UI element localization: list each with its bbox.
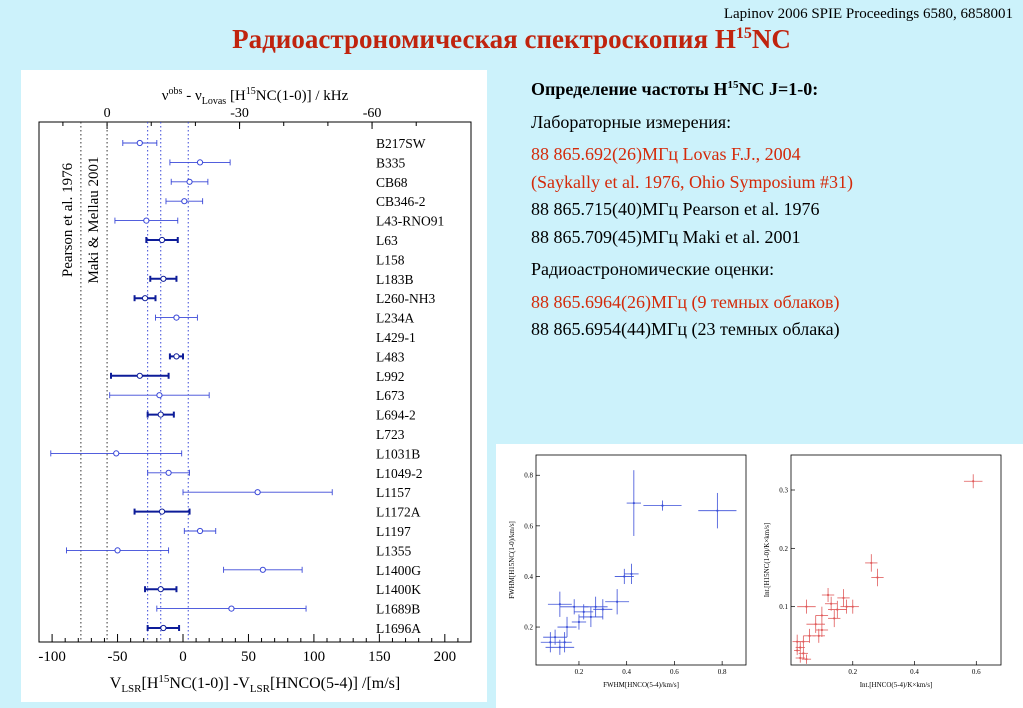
data-point bbox=[590, 616, 592, 618]
data-point bbox=[229, 606, 234, 611]
data-point bbox=[842, 597, 844, 599]
reference-line-label: Maki & Mellau 2001 bbox=[86, 156, 103, 284]
data-point bbox=[578, 621, 580, 623]
info-heading-pre: Определение частоты H bbox=[531, 79, 728, 99]
x-tick-label: 0.8 bbox=[717, 668, 727, 676]
source-label: B335 bbox=[376, 155, 406, 171]
x-axis-label-part: LSR bbox=[121, 683, 142, 695]
source-label: L234A bbox=[376, 310, 415, 326]
top-tick-label: 0 bbox=[103, 106, 111, 121]
source-label: L1049-2 bbox=[376, 465, 423, 481]
x-axis-label bbox=[110, 673, 400, 695]
data-point bbox=[549, 641, 551, 643]
data-point bbox=[602, 608, 604, 610]
astro-line: 88 865.6954(44)МГц (23 темных облака) bbox=[531, 319, 840, 339]
data-point bbox=[142, 296, 147, 301]
y-tick-label: 0.3 bbox=[779, 486, 788, 495]
data-point bbox=[633, 502, 635, 504]
data-point bbox=[630, 573, 632, 575]
data-point bbox=[137, 140, 142, 145]
top-axis-label-part: NC(1-0)] / kHz bbox=[255, 88, 349, 104]
correlation-panel bbox=[496, 444, 1023, 708]
data-point bbox=[144, 218, 149, 223]
y-axis-label: FWHM[H15NC(1-0)/km/s] bbox=[508, 521, 516, 599]
source-label: L673 bbox=[376, 388, 405, 404]
x-tick-label: 100 bbox=[302, 649, 326, 665]
data-point bbox=[808, 635, 810, 637]
top-axis-label bbox=[162, 86, 349, 107]
data-point bbox=[595, 606, 597, 608]
data-point bbox=[157, 393, 162, 398]
data-point bbox=[972, 480, 974, 482]
lab-line: 88 865.709(45)МГц Maki et al. 2001 bbox=[531, 226, 801, 247]
lab-line: (Saykally et al. 1976, Ohio Symposium #31) bbox=[531, 171, 853, 192]
top-axis-label-part: ν bbox=[161, 88, 169, 104]
data-point bbox=[876, 576, 878, 578]
x-tick-label: 0 bbox=[179, 649, 187, 665]
data-point bbox=[821, 614, 823, 616]
source-label: L1355 bbox=[376, 543, 412, 559]
x-axis-label: Int.[HNCO(5-4)/K×km/s] bbox=[859, 681, 933, 689]
data-point bbox=[159, 237, 164, 242]
source-label: L429-1 bbox=[376, 330, 416, 345]
data-point bbox=[564, 641, 566, 643]
source-label: CB68 bbox=[376, 174, 408, 190]
x-tick-label: 200 bbox=[433, 649, 457, 665]
data-point bbox=[573, 606, 575, 608]
frequency-info bbox=[531, 76, 1001, 344]
data-point bbox=[661, 505, 663, 507]
data-point bbox=[158, 587, 163, 592]
top-tick-label: -60 bbox=[362, 106, 382, 121]
data-point bbox=[115, 548, 120, 553]
title-superscript: 15 bbox=[735, 25, 752, 42]
data-point bbox=[559, 603, 561, 605]
y-tick-label: 0.4 bbox=[524, 572, 533, 581]
source-label: L1400G bbox=[376, 562, 421, 578]
info-heading-sup: 15 bbox=[727, 79, 739, 91]
reference-line-label: Pearson et al. 1976 bbox=[59, 162, 76, 278]
source-label: L158 bbox=[376, 252, 405, 268]
data-point bbox=[566, 626, 568, 628]
data-point bbox=[182, 199, 187, 204]
x-axis-label-part: LSR bbox=[249, 683, 271, 695]
y-tick-label: 0.1 bbox=[779, 603, 788, 612]
data-point bbox=[623, 575, 625, 577]
scatter-frame bbox=[536, 455, 746, 665]
data-point bbox=[255, 490, 260, 495]
data-point bbox=[796, 649, 798, 651]
title-tail: NC bbox=[751, 24, 791, 54]
data-point bbox=[833, 617, 835, 619]
data-point bbox=[174, 354, 179, 359]
data-point bbox=[815, 623, 817, 625]
source-label: L992 bbox=[376, 368, 405, 384]
data-point bbox=[805, 658, 807, 660]
y-tick-label: 0.2 bbox=[524, 623, 533, 632]
source-label: L63 bbox=[376, 233, 398, 248]
data-point bbox=[137, 373, 142, 378]
info-heading-post: NC J=1-0: bbox=[738, 79, 819, 99]
data-point bbox=[159, 509, 164, 514]
x-tick-label: -100 bbox=[38, 649, 66, 665]
x-axis-label-part: [H bbox=[141, 675, 159, 692]
x-tick-label: 0.6 bbox=[971, 668, 981, 676]
astro-line: 88 865.6964(26)МГц (9 темных облаков) bbox=[531, 291, 840, 312]
x-tick-label: 0.4 bbox=[622, 668, 632, 676]
x-tick-label: 0.2 bbox=[574, 668, 584, 676]
info-heading bbox=[531, 76, 1001, 104]
source-label: L1696A bbox=[376, 621, 421, 636]
x-tick-label: 0.2 bbox=[848, 668, 858, 676]
data-point bbox=[166, 470, 171, 475]
data-point bbox=[197, 528, 202, 533]
scatter-frame bbox=[791, 455, 1001, 665]
data-point bbox=[187, 179, 192, 184]
citation: Lapinov 2006 SPIE Proceedings 6580, 6858001 bbox=[723, 6, 1013, 22]
astro-heading: Радиоастрономические оценки: bbox=[531, 259, 775, 279]
source-label: L1031B bbox=[376, 446, 421, 462]
data-point bbox=[161, 276, 166, 281]
data-point bbox=[818, 635, 820, 637]
source-label: L1197 bbox=[376, 524, 411, 539]
title-main: Радиоастрономическая спектроскопия H bbox=[232, 24, 736, 54]
lab-line: 88 865.715(40)МГц Pearson et al. 1976 bbox=[531, 199, 820, 219]
velocity-offset-chart bbox=[21, 70, 487, 702]
source-label: L43-RNO91 bbox=[376, 213, 445, 229]
x-axis-label: FWHM[HNCO(5-4)/km/s] bbox=[603, 681, 679, 689]
y-tick-label: 0.6 bbox=[524, 522, 533, 531]
source-label: L1400K bbox=[376, 582, 421, 598]
top-tick-label: -30 bbox=[230, 106, 249, 121]
data-point bbox=[616, 601, 618, 603]
data-point bbox=[827, 594, 829, 596]
data-point bbox=[802, 641, 804, 643]
source-label: L694-2 bbox=[376, 407, 416, 423]
x-tick-label: -50 bbox=[107, 649, 128, 665]
x-tick-label: 0.4 bbox=[910, 668, 919, 676]
x-axis-label-part: 15 bbox=[158, 673, 170, 685]
data-point bbox=[802, 652, 804, 654]
y-tick-label: 0.8 bbox=[524, 471, 533, 480]
data-point bbox=[799, 646, 801, 648]
source-label: L723 bbox=[376, 427, 405, 442]
source-label: L183B bbox=[376, 271, 414, 287]
source-label: CB346-2 bbox=[376, 194, 426, 210]
lab-line: 88 865.692(26)МГц Lovas F.J., 2004 bbox=[531, 144, 801, 164]
source-label: L483 bbox=[376, 349, 405, 365]
data-point bbox=[716, 510, 718, 512]
x-axis-label-part: V bbox=[109, 675, 122, 692]
data-point bbox=[161, 625, 166, 630]
x-axis-label-part: NC(1-0)] -V bbox=[169, 675, 250, 692]
data-point bbox=[830, 603, 832, 605]
source-label: B217SW bbox=[376, 136, 426, 151]
source-label: L260-NH3 bbox=[376, 291, 436, 307]
lab-heading: Лабораторные измерения: bbox=[531, 111, 732, 132]
data-point bbox=[852, 606, 854, 608]
source-label: L1157 bbox=[376, 485, 411, 501]
data-point bbox=[559, 646, 561, 648]
correlation-charts bbox=[496, 444, 1023, 708]
data-point bbox=[799, 657, 801, 659]
data-point bbox=[114, 451, 119, 456]
y-axis-label: Int.[H15NC(1-0)/K×km/s] bbox=[763, 522, 771, 598]
data-point bbox=[554, 636, 556, 638]
data-point bbox=[870, 562, 872, 564]
data-point bbox=[805, 606, 807, 608]
data-point bbox=[821, 629, 823, 631]
top-axis-label-part: obs bbox=[168, 86, 183, 97]
data-point bbox=[836, 608, 838, 610]
data-point bbox=[583, 611, 585, 613]
x-axis-label-part: [HNCO(5-4)] /[m/s] bbox=[270, 675, 401, 692]
top-axis-label-part: [H bbox=[226, 88, 246, 104]
data-point bbox=[174, 315, 179, 320]
data-point bbox=[158, 412, 163, 417]
top-axis-label-part: 15 bbox=[245, 86, 256, 97]
top-axis-label-part: - ν bbox=[182, 88, 202, 104]
page-title bbox=[0, 24, 1023, 55]
x-tick-label: 0.6 bbox=[670, 668, 679, 676]
x-tick-label: 150 bbox=[368, 649, 391, 665]
x-tick-label: 50 bbox=[240, 649, 256, 665]
data-point bbox=[260, 567, 265, 572]
top-axis-label-part: Lovas bbox=[201, 96, 227, 107]
source-label: L1689B bbox=[376, 601, 421, 617]
data-point bbox=[197, 160, 202, 165]
data-point bbox=[796, 641, 798, 643]
source-label: L1172A bbox=[376, 504, 421, 520]
offset-chart-panel bbox=[21, 70, 487, 702]
y-tick-label: 0.2 bbox=[779, 544, 788, 553]
